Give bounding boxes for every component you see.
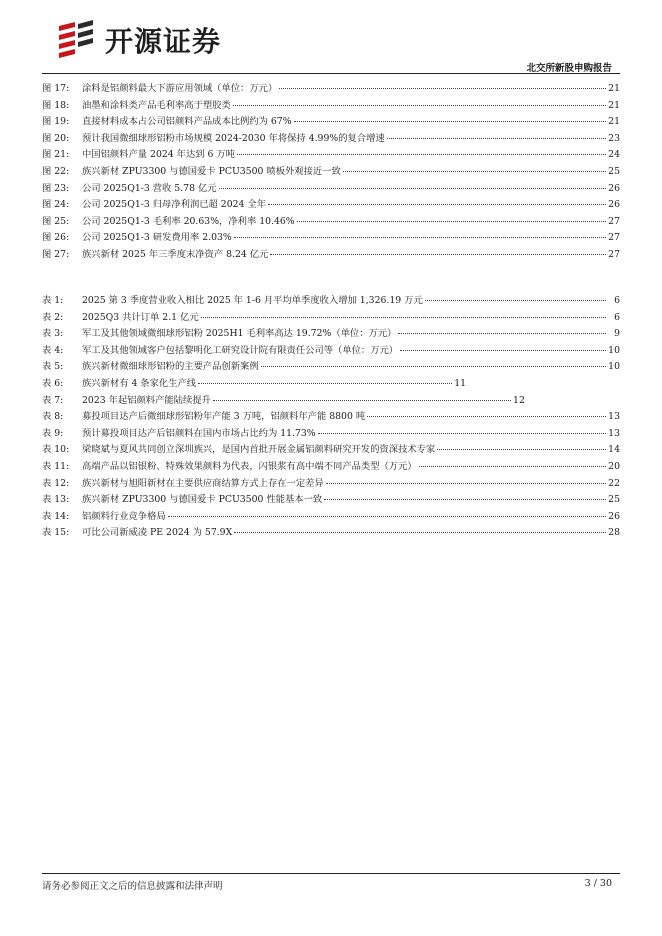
entry-page: 26 [608, 199, 620, 211]
entry-page: 10 [608, 361, 620, 373]
entry-label: 表 10: [42, 444, 70, 456]
table-entry[interactable] [42, 491, 620, 508]
entry-label: 表 14: [42, 510, 70, 522]
dot-leader [279, 88, 606, 89]
entry-label: 表 7: [42, 394, 64, 406]
entry-page: 27 [608, 248, 620, 260]
entry-label: 图 21: [42, 149, 70, 161]
logo-mark-icon [55, 20, 99, 60]
entry-title: 直接材料成本占公司铝颜料产品成本比例约为 67% [82, 116, 292, 128]
dot-leader [324, 499, 606, 500]
figure-entry[interactable] [42, 196, 620, 213]
entry-title: 募投项目达产后微细球形铝粉年产能 3 万吨，铝颜料年产能 8800 吨 [82, 411, 366, 423]
entry-title: 族兴新材 ZPU3300 与德国爱卡 PCU3500 喷板外观接近一致 [82, 165, 341, 177]
entry-title: 族兴新材与旭阳新材在主要供应商结算方式上存在一定差异 [82, 477, 324, 489]
entry-page: 26 [608, 510, 620, 522]
entry-page: 6 [614, 311, 620, 323]
dot-leader [219, 188, 606, 189]
entry-label: 表 1: [42, 295, 64, 306]
figure-entry[interactable] [42, 80, 620, 97]
entry-title: 2025 第 3 季度营业收入相比 2025 年 1-6 月平均单季度收入增加 1,326.19 万元 [82, 295, 423, 306]
entry-title: 高端产品以铝银粉、特殊效果颜料为代表，闪银浆有高中端不同产品类型（万元） [82, 460, 417, 472]
table-entry[interactable] [42, 392, 620, 409]
dot-leader [198, 383, 452, 384]
entry-title: 族兴新材微细球形铝粉的主要产品创新案例 [82, 361, 259, 373]
entry-label: 图 24: [42, 199, 70, 211]
dot-leader [234, 532, 606, 533]
entry-page: 21 [608, 83, 620, 94]
entry-page: 20 [608, 460, 620, 472]
table-entry[interactable] [42, 524, 620, 541]
entry-label: 图 23: [42, 182, 70, 194]
entry-page: 24 [608, 149, 620, 161]
report-type: 北交所新股申购报告 [526, 63, 612, 74]
dot-leader [297, 221, 606, 222]
page-number: 3 / 30 [584, 878, 612, 889]
header-divider [42, 73, 620, 74]
footer-disclaimer: 请务必参阅正文之后的信息披露和法律声明 [42, 881, 223, 892]
entry-page: 13 [608, 427, 620, 439]
entry-title: 2025Q3 共计订单 2.1 亿元 [82, 311, 199, 323]
entry-page: 10 [608, 344, 620, 356]
entry-label: 图 18: [42, 99, 70, 111]
entry-label: 表 13: [42, 494, 70, 506]
figure-entry[interactable] [42, 180, 620, 197]
entry-title: 公司 2025Q1-3 归母净利润已超 2024 全年 [82, 199, 266, 211]
entry-label: 图 26: [42, 232, 70, 244]
entry-page: 23 [608, 132, 620, 144]
entry-page: 27 [608, 215, 620, 227]
figure-entry[interactable] [42, 246, 620, 263]
dot-leader [294, 121, 606, 122]
table-entry[interactable] [42, 508, 620, 525]
entry-title: 族兴新材 2025 年三季度末净资产 8.24 亿元 [82, 248, 269, 260]
entry-label: 表 11: [42, 460, 70, 472]
entry-page: 28 [608, 527, 620, 539]
entry-title: 公司 2025Q1-3 研发费用率 2.03% [82, 232, 232, 244]
dot-leader [237, 154, 606, 155]
figure-list [42, 80, 620, 263]
table-entry[interactable] [42, 475, 620, 492]
dot-leader [326, 483, 606, 484]
entry-title: 军工及其他领域客户包括黎明化工研究设计院有限责任公司等（单位：万元） [82, 344, 399, 356]
figure-entry[interactable] [42, 113, 620, 130]
entry-page: 21 [608, 99, 620, 111]
figure-entry[interactable] [42, 97, 620, 114]
entry-page: 12 [513, 394, 525, 406]
table-entry[interactable] [42, 458, 620, 475]
company-logo [55, 20, 221, 60]
dot-leader [400, 350, 606, 351]
dot-leader [234, 237, 606, 238]
figure-entry[interactable] [42, 163, 620, 180]
entry-title: 中国铝颜料产量 2024 年达到 6 万吨 [82, 149, 235, 161]
entry-page: 6 [614, 295, 620, 306]
dot-leader [201, 317, 606, 318]
entry-page: 27 [608, 232, 620, 244]
entry-label: 图 20: [42, 132, 70, 144]
figure-entry[interactable] [42, 229, 620, 246]
dot-leader [233, 105, 606, 106]
entry-label: 图 27: [42, 248, 70, 260]
dot-leader [425, 300, 606, 301]
entry-title: 军工及其他领域微细球形铝粉 2025H1 毛利率高达 19.72%（单位：万元） [82, 328, 397, 340]
dot-leader [168, 516, 606, 517]
dot-leader [367, 416, 606, 417]
figure-entry[interactable] [42, 130, 620, 147]
entry-title: 公司 2025Q1-3 营收 5.78 亿元 [82, 182, 217, 194]
table-entry[interactable] [42, 309, 620, 326]
entry-label: 表 15: [42, 527, 70, 539]
entry-label: 表 4: [42, 344, 64, 356]
entry-page: 11 [454, 377, 467, 389]
entry-title: 族兴新材 ZPU3300 与德国爱卡 PCU3500 性能基本一致 [82, 494, 323, 506]
entry-page: 22 [608, 477, 620, 489]
entry-title: 可比公司新威凌 PE 2024 为 57.9X [82, 527, 233, 539]
figure-entry[interactable] [42, 146, 620, 163]
entry-page: 9 [614, 328, 620, 340]
dot-leader [213, 400, 511, 401]
entry-label: 表 2: [42, 311, 64, 323]
entry-label: 表 3: [42, 328, 64, 340]
entry-title: 涂料是铝颜料最大下游应用领域（单位：万元） [82, 83, 278, 94]
table-entry[interactable] [42, 408, 620, 425]
entry-label: 表 9: [42, 427, 64, 439]
entry-title: 公司 2025Q1-3 毛利率 20.63%，净利率 10.46% [82, 215, 295, 227]
entry-page: 14 [608, 444, 620, 456]
entry-label: 图 17: [42, 83, 70, 94]
table-entry[interactable] [42, 342, 620, 359]
dot-leader [268, 204, 606, 205]
entry-title: 族兴新材有 4 条家化生产线 [82, 377, 197, 389]
entry-page: 26 [608, 182, 620, 194]
table-entry[interactable] [42, 325, 620, 342]
dot-leader [270, 254, 606, 255]
entry-page: 25 [608, 165, 620, 177]
logo-text: 开源证券 [105, 25, 222, 58]
entry-page: 21 [608, 116, 620, 128]
entry-label: 表 5: [42, 361, 64, 373]
entry-label: 表 8: [42, 411, 64, 423]
table-entry[interactable] [42, 358, 620, 375]
dot-leader [318, 433, 606, 434]
entry-label: 图 19: [42, 116, 70, 128]
table-entry[interactable] [42, 375, 620, 392]
entry-label: 表 12: [42, 477, 70, 489]
dot-leader [343, 171, 606, 172]
entry-label: 表 6: [42, 377, 64, 389]
entry-title: 预计我国微细球形铝粉市场规模 2024-2030 年将保持 4.99%的复合增速 [82, 132, 385, 144]
entry-title: 梁晓斌与夏风共同创立深圳族兴，是国内首批开展金属铝颜料研究开发的资深技术专家 [82, 444, 436, 456]
dot-leader [398, 333, 606, 334]
dot-leader [419, 466, 606, 467]
footer-divider [42, 873, 620, 874]
dot-leader [261, 366, 606, 367]
entry-label: 图 22: [42, 165, 70, 177]
entry-title: 2023 年起铝颜料产能陆续提升 [82, 394, 211, 406]
entry-label: 图 25: [42, 215, 70, 227]
entry-page: 25 [608, 494, 620, 506]
table-entry[interactable] [42, 441, 620, 458]
dot-leader [437, 449, 606, 450]
table-list [42, 292, 620, 541]
dot-leader [387, 138, 606, 139]
entry-page: 13 [608, 411, 620, 423]
entry-title: 油墨和涂料类产品毛利率高于塑胶类 [82, 99, 231, 111]
figure-entry[interactable] [42, 213, 620, 230]
entry-title: 预计募投项目达产后铝颜料在国内市场占比约为 11.73% [82, 427, 316, 439]
table-entry[interactable] [42, 292, 620, 309]
table-entry[interactable] [42, 425, 620, 442]
entry-title: 铝颜料行业竞争格局 [82, 510, 166, 522]
